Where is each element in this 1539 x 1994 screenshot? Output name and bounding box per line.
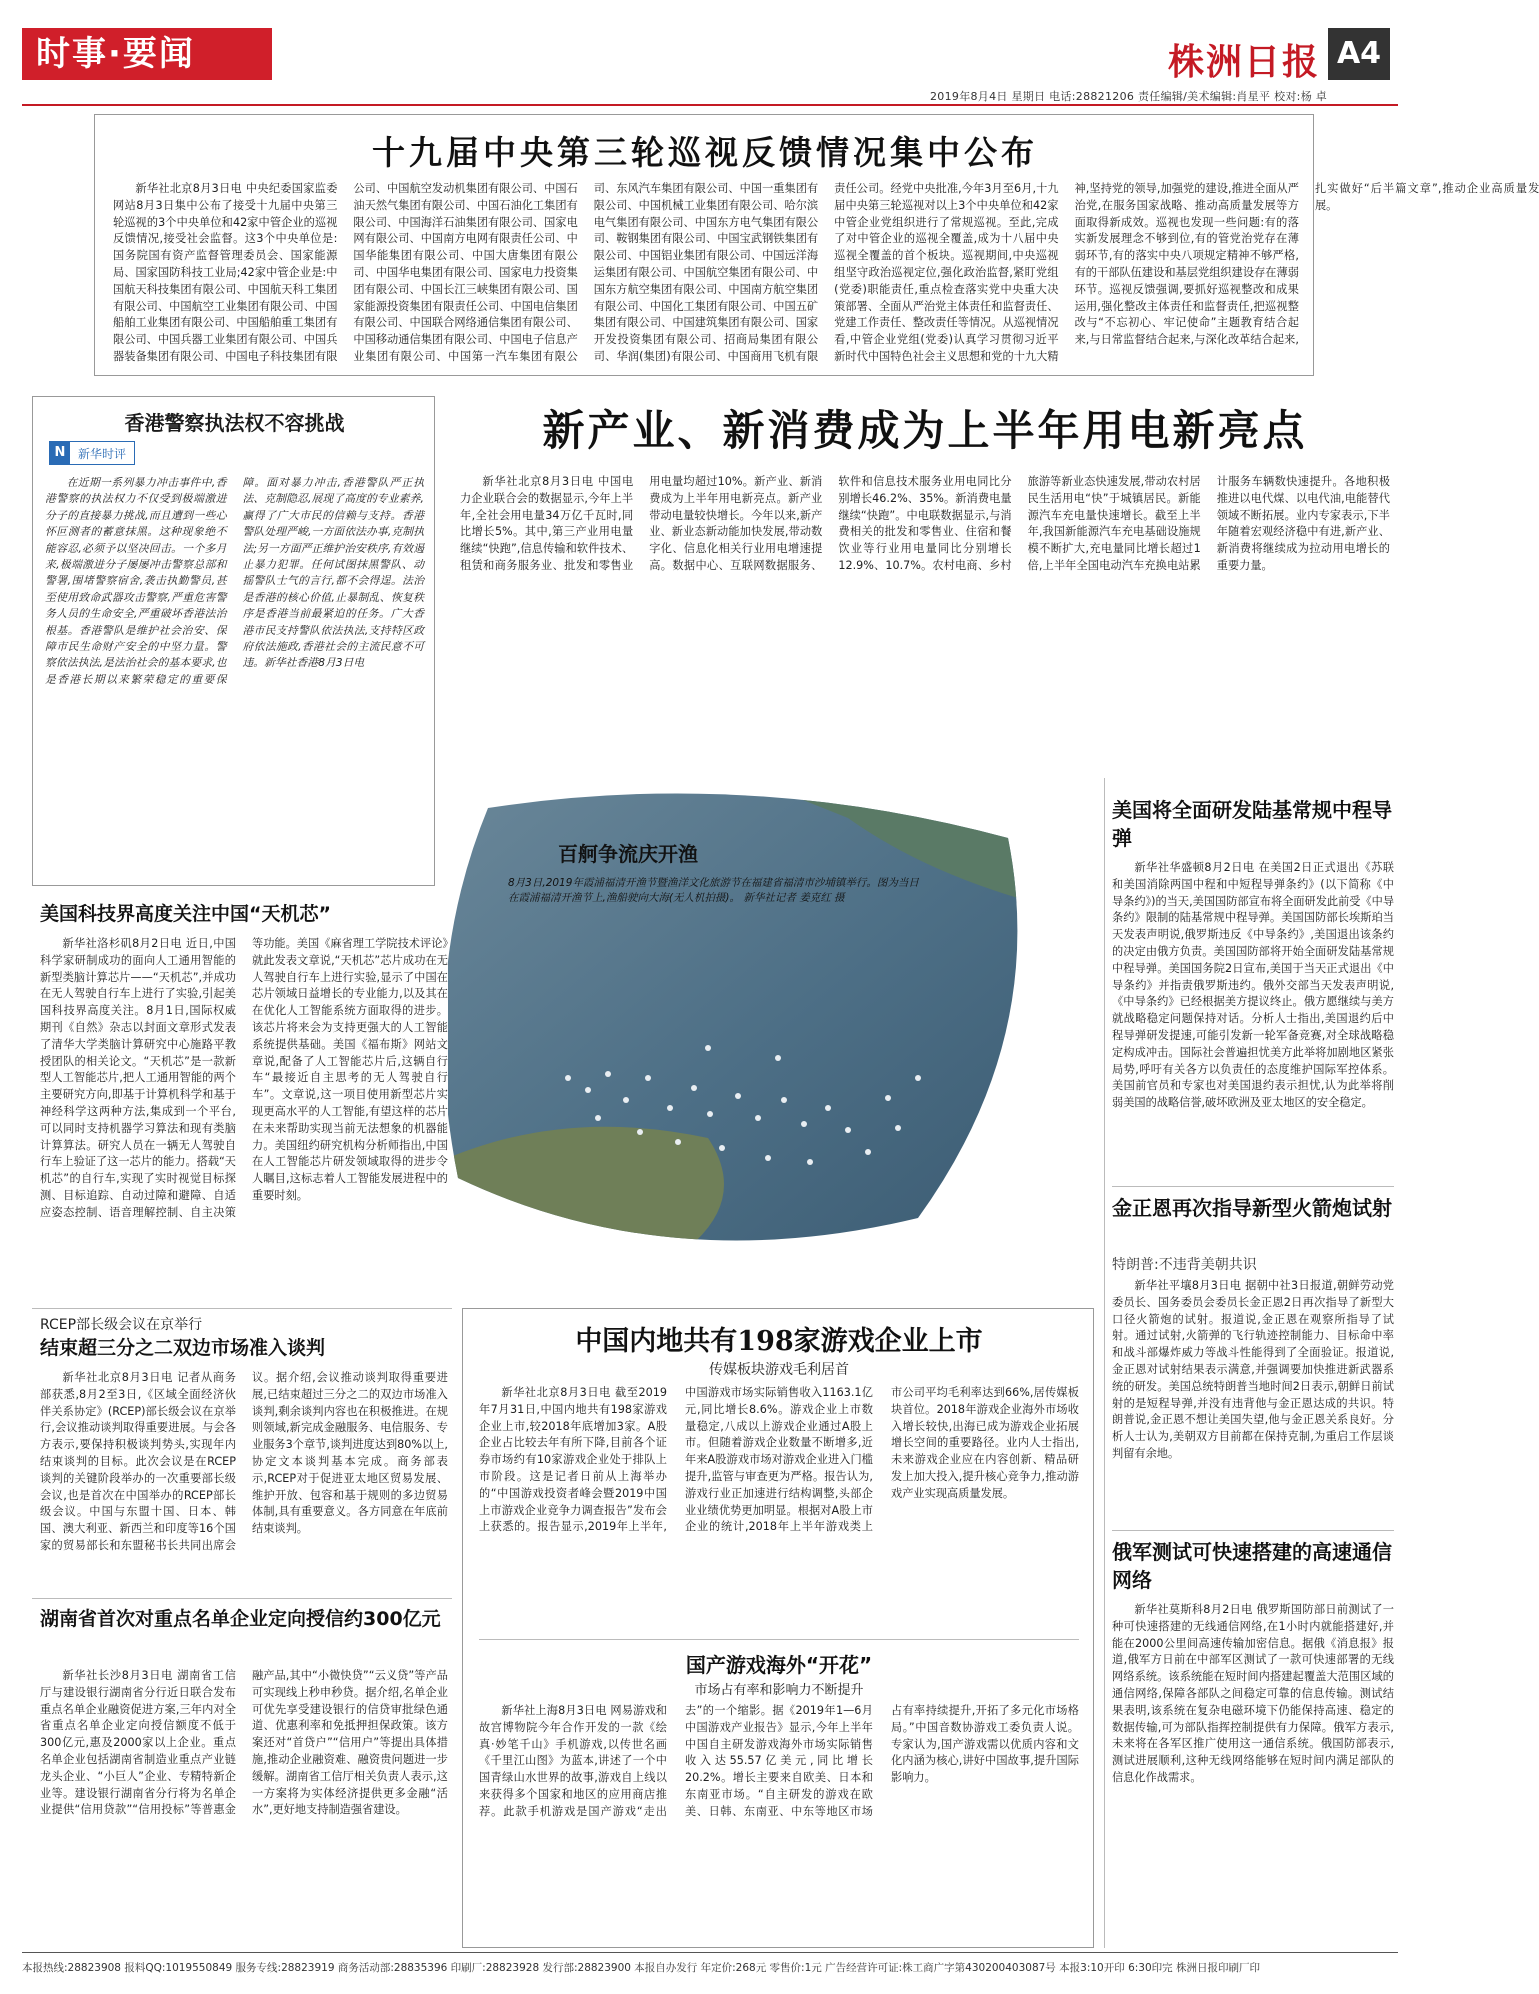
network-article: [1112, 1538, 1398, 1948]
chip-body: 新华社洛杉矶8月2日电 近日,中国科学家研制成功的面向人工通用智能的新型类脑计算芯片——“天机芯”,并成功在无人驾驶自行车上进行了实验,引起美国科技界高度关注。8月1日,国际权威期刊《自然》杂志以封面文章形式发表了清华大学类脑计算研究中心施路平教授团队的相关论文。“天机芯”是一款新型人工智能芯片,把人工通用智能的两个主要研究方向,即基于计算机科学和基于神经科学这两种方法,集成到一个平台,可以同时支持机器学习算法和现有类脑计算算法。研究人员在一辆无人驾驶自行车上验证了这一芯片的能力。搭载“天机芯”的自行车,实现了实时视觉目标探测、目标追踪、自动过障和避障、自适应姿态控制、语音理解控制、自主决策等功能。美国《麻省理工学院技术评论》就此发表文章说,“天机芯”芯片成功在无人驾驶自行车上进行实验,显示了中国在芯片领域日益增长的专业能力,以及其在在优化人工智能系统方面取得的进步。该芯片将来会为支持更强大的人工智能系统提供基础。美国《福布斯》网站文章说,配备了人工智能芯片后,这辆自行车“最接近自主思考的无人驾驶自行车”。文章说,这一项目使用新型芯片实现更高水平的人工智能,有望这样的芯片在未来帮助实现当前无法想象的机器能力。美国纽约研究机构分析师指出,中国在人工智能芯片研发领域取得的进步令人瞩目,这标志着人工智能发展进程中的重要时刻。: [40, 937, 448, 1219]
footer-rule: [22, 1952, 1398, 1953]
network-body: 新华社莫斯科8月2日电 俄罗斯国防部日前测试了一种可快速搭建的无线通信网络,在1小时内就能搭建好,并能在2000公里间高速传输加密信息。据俄《消息报》报道,俄军方日前在中部军区测试了一款可快速部署的无线网络系统。该系统能在短时间内搭建起覆盖大范围区域的通信网络,保障各部队之间稳定可靠的信息传输。测试结果表明,该系统在复杂电磁环境下仍能保持高速、稳定的数据传输,可为部队指挥控制提供有力保障。俄军方表示,未来将在各军区推广使用这一通信系统。俄国防部表示,测试进展顺利,这种无线网络能够在短时间内满足部队的信息化作战需求。: [1112, 1603, 1394, 1784]
xinhua-badge: [49, 441, 135, 465]
game-article: [462, 1308, 1094, 1948]
power-title: 新产业、新消费成为上半年用电新亮点: [542, 406, 1308, 455]
photo-title: 百舸争流庆开渔: [558, 842, 698, 866]
column-divider: [1104, 778, 1105, 1948]
inspection-title: 十九届中央第三轮巡视反馈情况集中公布: [372, 133, 1038, 172]
overseas-subtitle: 市场占有率和影响力不断提升: [694, 1683, 864, 1698]
dprk-title: 金正恩再次指导新型火箭炮试射: [1112, 1196, 1392, 1220]
credit-title: 湖南省首次对重点名单企业定向授信约300亿元: [40, 1608, 441, 1630]
divider: [1112, 1530, 1394, 1531]
dprk-body: 新华社平壤8月3日电 据朝中社3日报道,朝鲜劳动党委员长、国务委员会委员长金正恩2日再次指导了新型大口径火箭炮的试射。报道说,金正恩在观察所指导了试射。通过试射,火箭弹的飞行轨迹控制能力、目标命中率和战斗部爆炸威力等战斗性能得到了全面验证。报道说,金正恩对试射结果表示满意,并强调要加快推进新武器系统的研发。美国总统特朗普当地时间2日表示,朝鲜日前试射的是短程导弹,并没有违背他与金正恩达成的共识。特朗普说,金正恩不想让美国失望,他与金正恩关系良好。分析人士认为,美朝双方目前都在保持克制,为重启工作层谈判留有余地。: [1112, 1279, 1394, 1460]
divider: [32, 1308, 452, 1309]
power-body: 新华社北京8月3日电 中国电力企业联合会的数据显示,今年上半年,全社会用电量34万亿千瓦时,同比增长5%。其中,第三产业用电量继续“快跑”,信息传输和软件技术、租赁和商务服务业、批发和零售业用电量均超过10%。新产业、新消费成为上半年用电新亮点。新产业带动电量较快增长。今年以来,新产业、新业态新动能加快发展,带动数字化、信息化相关行业用电增速提高。数据中心、互联网数据服务、软件和信息技术服务业用电同比分别增长46.2%、35%。新消费电量继续“快跑”。中电联数据显示,与消费相关的批发和零售业、住宿和餐饮业等行业用电量同比分别增长12.9%、10.7%。农村电商、乡村旅游等新业态快速发展,带动农村居民生活用电“快”于城镇居民。新能源汽车充电量快速增长。截至上半年,我国新能源汽车充电基础设施规模不断扩大,充电量同比增长超过1倍,上半年全国电动汽车充换电站累计服务车辆数快速提升。各地积极推进以电代煤、以电代油,电能替代领域不断拓展。业内专家表示,下半年随着宏观经济稳中有进,新产业、新消费将继续成为拉动用电增长的重要力量。: [460, 475, 1390, 572]
divider: [32, 1598, 452, 1599]
network-title: 俄军测试可快速搭建的高速通信网络: [1112, 1540, 1392, 1592]
rcep-title: 结束超三分之二双边市场准入谈判: [40, 1337, 326, 1359]
inspection-body: 新华社北京8月3日电 中央纪委国家监委网站8月3日集中公布了接受十九届中央第三轮巡视的3个中央单位和42家中管企业的巡视反馈情况,接受社会监督。这3个中央单位是:国务院国有资产监督管理委员会、国家能源局、国家国防科技工业局;42家中管企业是:中国航天科技集团有限公司、中国航天科工集团有限公司、中国航空工业集团有限公司、中国船舶工业集团有限公司、中国船舶重工集团有限公司、中国兵器工业集团有限公司、中国兵器装备集团有限公司、中国电子科技集团有限公司、中国航空发动机集团有限公司、中国石油天然气集团有限公司、中国石油化工集团有限公司、中国海洋石油集团有限公司、国家电网有限公司、中国南方电网有限责任公司、中国华能集团有限公司、中国大唐集团有限公司、中国华电集团有限公司、国家电力投资集团有限公司、中国长江三峡集团有限公司、国家能源投资集团有限责任公司、中国电信集团有限公司、中国联合网络通信集团有限公司、中国移动通信集团有限公司、中国电子信息产业集团有限公司、中国第一汽车集团有限公司、东风汽车集团有限公司、中国一重集团有限公司、中国机械工业集团有限公司、哈尔滨电气集团有限公司、中国东方电气集团有限公司、鞍钢集团有限公司、中国宝武钢铁集团有限公司、中国铝业集团有限公司、中国远洋海运集团有限公司、中国航空集团有限公司、中国东方航空集团有限公司、中国南方航空集团有限公司、中国化工集团有限公司、中国五矿集团有限公司、中国建筑集团有限公司、国家开发投资集团有限公司、招商局集团有限公司、华润(集团)有限公司、中国商用飞机有限责任公司。经党中央批准,今年3月至6月,十九届中央第三轮巡视对以上3个中央单位和42家中管企业党组织进行了常规巡视。至此,完成了对中管企业的巡视全覆盖,成为十八届中央巡视全覆盖的首个板块。巡视期间,中央巡视组坚守政治巡视定位,强化政治监督,紧盯党组(党委)职能责任,重点检查落实党中央重大决策部署、全面从严治党主体责任和监督责任、党建工作责任、整改责任等情况。从巡视情况看,中管企业党组(党委)认真学习贯彻习近平新时代中国特色社会主义思想和党的十九大精神,坚持党的领导,加强党的建设,推进全面从严治党,在服务国家战略、推动高质量发展等方面取得新成效。巡视也发现一些问题:有的落实新发展理念不够到位,有的管党治党存在薄弱环节,有的落实中央八项规定精神不够严格,有的干部队伍建设和基层党组织建设存在薄弱环节。巡视反馈强调,要抓好巡视整改和成果运用,强化整改主体责任和监督责任,把巡视整改与“不忘初心、牢记使命”主题教育结合起来,与日常监督结合起来,与深化改革结合起来,扎实做好“后半篇文章”,推动企业高质量发展。: [113, 182, 1539, 363]
hk-body: 在近期一系列暴力冲击事件中,香港警察的执法权力不仅受到极端激进分子的直接暴力挑战,而且遭到一些心怀叵测者的蓄意抹黑。这种现象绝不能容忍,必须予以坚决回击。一个多月来,极端激进分子屡屡冲击警察总部和警署,围堵警察宿舍,袭击执勤警员,甚至使用致命武器攻击警察,严重危害警务人员的生命安全,严重破坏香港法治根基。香港警队是维护社会治安、保障市民生命财产安全的中坚力量。警察依法执法,是法治社会的基本要求,也是香港长期以来繁荣稳定的重要保障。面对暴力冲击,香港警队严正执法、克制隐忍,展现了高度的专业素养,赢得了广大市民的信赖与支持。香港警队处理严峻,一方面依法办事,克制执法;另一方面严正维护治安秩序,有效遏止暴力犯罪。任何试图抹黑警队、动摇警队士气的言行,都不会得逞。法治是香港的核心价值,止暴制乱、恢复秩序是香港当前最紧迫的任务。广大香港市民支持警队依法执法,支持特区政府依法施政,香港社会的主流民意不可违。新华社香港8月3日电: [45, 476, 424, 686]
fishing-photo: [448, 778, 1018, 1248]
rcep-body: 新华社北京8月3日电 记者从商务部获悉,8月2至3日,《区域全面经济伙伴关系协定》(RCEP)部长级会议在京举行,会议推动谈判取得重要进展。与会各方表示,要保持积极谈判势头,实现年内结束谈判的目标。此次会议是在RCEP谈判的关键阶段举办的一次重要部长级会议,也是首次在中国举办的RCEP部长级会议。中国与东盟十国、日本、韩国、澳大利亚、新西兰和印度等16个国家的贸易部长和东盟秘书长共同出席会议。据介绍,会议推动谈判取得重要进展,已结束超过三分之二的双边市场准入谈判,剩余谈判内容也在积极推进。在规则领域,新完成金融服务、电信服务、专业服务3个章节,谈判进度达到80%以上,协定文本谈判基本完成。商务部表示,RCEP对于促进亚太地区贸易发展、维护开放、包容和基于规则的多边贸易体制,具有重要意义。各方同意在年底前结束谈判。: [40, 1371, 448, 1552]
missile-article: [1112, 796, 1398, 1176]
hk-title: 香港警察执法权不容挑战: [124, 411, 345, 435]
missile-body: 新华社华盛顿8月2日电 在美国2日正式退出《苏联和美国消除两国中程和中短程导弹条约》(以下简称《中导条约》)的当天,美国国防部宣布将全面研发此前受《中导条约》限制的陆基常规中程导弹。美国国防部长埃斯珀当天发表声明说,俄罗斯违反《中导条约》,美国退出该条约的决定由俄方负责。美国国防部将开始全面研发陆基常规中程导弹。美国国务院2日宣布,美国于当天正式退出《中导条约》并指责俄罗斯违约。俄外交部当天发表声明说,《中导条约》已经根据美方提议终止。俄方愿继续与美方就战略稳定问题保持对话。分析人士指出,美国退约后中程导弹研发提速,可能引发新一轮军备竞赛,对全球战略稳定构成冲击。国际社会普遍担忧美方此举将加剧地区紧张局势,呼吁有关各方以负责任的态度维护国际军控体系。美国前官员和专家也对美国退约表示担忧,认为此举将削弱美国的战略信誉,破坏欧洲及亚太地区的安全稳定。: [1112, 861, 1395, 1110]
game-subtitle: 传媒板块游戏毛利居首: [709, 1362, 849, 1378]
overseas-body: 新华社上海8月3日电 网易游戏和故宫博物院今年合作开发的一款《绘真·妙笔千山》手机游戏,以传世名画《千里江山图》为蓝本,讲述了一个中国青绿山水世界的故事,游戏自上线以来获得多个国家和地区的应用商店推荐。此款手机游戏是国产游戏“走出去”的一个缩影。据《2019年1—6月中国游戏产业报告》显示,今年上半年中国自主研发游戏海外市场实际销售收入达55.57亿美元,同比增长20.2%。增长主要来自欧美、日本和东南亚市场。“自主研发的游戏在欧美、日韩、东南亚、中东等地区市场占有率持续提升,开拓了多元化市场格局。”中国音数协游戏工委负责人说。专家认为,国产游戏需以优质内容和文化内涵为核心,讲好中国故事,提升国际影响力。: [479, 1704, 1079, 1818]
dprk-subtitle: 特朗普:不违背美朝共识: [1112, 1257, 1257, 1273]
inspection-article: [94, 114, 1539, 376]
game-title: 中国内地共有198家游戏企业上市: [575, 1326, 983, 1357]
paper-logo: 株洲日报: [1168, 41, 1321, 83]
harbor-image: [448, 778, 1018, 1248]
overseas-title: 国产游戏海外“开花”: [685, 1653, 873, 1677]
chip-article: [32, 902, 452, 1302]
badge-label: 新华时评: [78, 446, 127, 461]
credit-article: [32, 1606, 452, 1946]
rcep-kicker: RCEP部长级会议在京举行: [40, 1317, 203, 1333]
footer-info: 本报热线:28823908 报料QQ:1019550849 服务专线:28823919 商务活动部:28835396 印刷厂:28823928 发行部:28823900 本报自办发行 年定价:268元 零售价:1元 广告经营许可证:株工商广字第430200403087号 本报3:10开印 6:30印完 株洲日报印刷厂印: [22, 1962, 1260, 1974]
photo-caption: 8月3日,2019年霞浦福清开渔节暨渔洋文化旅游节在福建省福清市沙埔镇举行。图为当日在霞浦福清开渔节上,渔船驶向大海(无人机拍摄)。 新华社记者 姜克红 摄: [508, 877, 919, 904]
header-rule: [22, 104, 1398, 106]
section-tag: 时事·要闻: [22, 28, 272, 80]
dprk-article: [1112, 1194, 1398, 1524]
rcep-article: [32, 1314, 452, 1594]
divider: [1112, 1186, 1394, 1187]
chip-title: 美国科技界高度关注中国“天机芯”: [40, 903, 331, 925]
badge-icon: N: [50, 442, 70, 464]
power-article: [452, 392, 1398, 770]
credit-body: 新华社长沙8月3日电 湖南省工信厅与建设银行湖南省分行近日联合发布重点名单企业融资促进方案,三年内对全省重点名单企业定向授信额度不低于300亿元,惠及2000家以上企业。重点名单企业包括湖南省制造业重点产业链龙头企业、“小巨人”企业、专精特新企业等。建设银行湖南省分行将为名单企业提供“信用贷款”“信用投标”等普惠金融产品,其中“小微快贷”“云义贷”等产品可实现线上秒申秒贷。据介绍,名单企业可优先享受建设银行的信贷审批绿色通道、优惠利率和免抵押担保政策。该方案还对“首贷户”“信用户”等提出具体措施,推动企业融资难、融资贵问题进一步缓解。湖南省工信厅相关负责人表示,这一方案将为实体经济提供更多金融“活水”,更好地支持制造强省建设。: [40, 1669, 448, 1817]
divider: [479, 1639, 1079, 1640]
hk-commentary: [32, 396, 435, 886]
page-number: A4: [1328, 28, 1390, 80]
dateline: 2019年8月4日 星期日 电话:28821206 责任编辑/美术编辑:肖星平 校对:杨 卓: [930, 90, 1328, 103]
game-body: 新华社北京8月3日电 截至2019年7月31日,中国内地共有198家游戏企业上市,较2018年底增加3家。A股企业占比较去年有所下降,目前各个证券市场约有10家游戏企业处于排队上市阶段。这是记者日前从上海举办的“中国游戏投资者峰会暨2019中国上市游戏企业竞争力调查报告”发布会上获悉的。报告显示,2019年上半年,中国游戏市场实际销售收入1163.1亿元,同比增长8.6%。游戏企业上市数量稳定,八成以上游戏企业通过A股上市。但随着游戏企业数量不断增多,近年来A股游戏市场对游戏企业进入门槛提升,监管与审查更为严格。报告认为,游戏行业正加速进行结构调整,头部企业业绩优势更加明显。根据对A股上市企业的统计,2018年上半年游戏类上市公司平均毛利率达到66%,居传媒板块首位。2018年游戏企业海外市场收入增长较快,出海已成为游戏企业拓展增长空间的重要路径。业内人士指出,未来游戏企业应在内容创新、精品研发上加大投入,提升核心竞争力,推动游戏产业实现高质量发展。: [479, 1386, 1079, 1534]
missile-title: 美国将全面研发陆基常规中程导弹: [1112, 798, 1392, 850]
